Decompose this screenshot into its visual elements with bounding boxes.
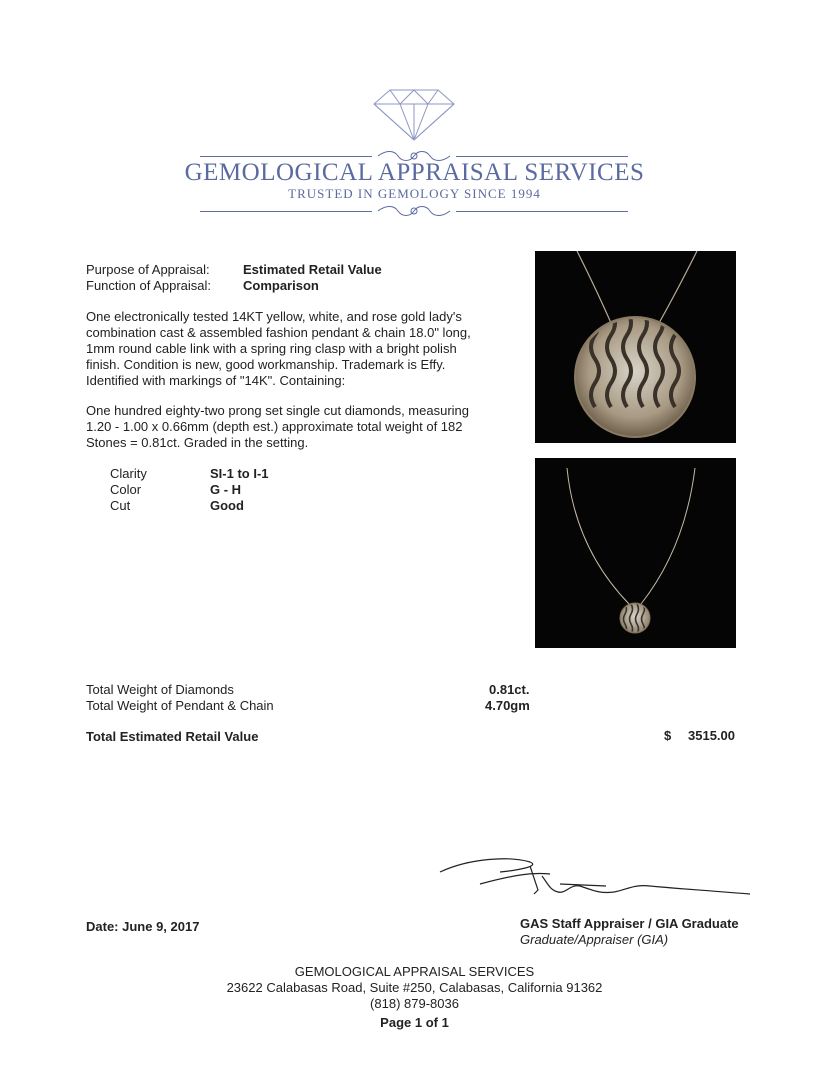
description-line: 1mm round cable link with a spring ring clasp with a bright polish (86, 341, 457, 356)
retail-currency: $ (664, 728, 672, 743)
description-line: combination cast & assembled fashion pendant & chain 18.0" long, (86, 325, 471, 340)
function-value: Comparison (243, 278, 319, 293)
company-tagline: TRUSTED IN GEMOLOGY SINCE 1994 (288, 186, 541, 201)
pendant-full-photo (535, 458, 736, 648)
pendant-weight-value: 4.70gm (485, 698, 530, 713)
purpose-label: Purpose of Appraisal: (86, 262, 210, 277)
diamond-weight-label: Total Weight of Diamonds (86, 682, 234, 697)
diamond-line: Stones = 0.81ct. Graded in the setting. (86, 435, 309, 450)
appraiser-title: GAS Staff Appraiser / GIA Graduate (520, 916, 739, 931)
grade-row-color (110, 482, 370, 498)
description-line: One electronically tested 14KT yellow, white, and rose gold lady's (86, 309, 462, 324)
description-line: Identified with markings of "14K". Containing: (86, 373, 346, 388)
grade-label: Color (110, 482, 142, 497)
purpose-value: Estimated Retail Value (243, 262, 382, 277)
grades-table (110, 466, 370, 514)
diamond-weight-value: 0.81ct. (489, 682, 530, 697)
grade-row-cut (110, 498, 370, 514)
diamond-description (86, 403, 506, 451)
appraiser-signature (430, 850, 760, 910)
company-title: GEMOLOGICAL APPRAISAL SERVICES (184, 159, 645, 186)
grade-row-clarity (110, 466, 370, 482)
diamond-line: 1.20 - 1.00 x 0.66mm (depth est.) approximate total weight of 182 (86, 419, 463, 434)
grade-value: G - H (210, 482, 242, 497)
footer-phone: (818) 879-8036 (370, 996, 459, 1011)
diamond-line: One hundred eighty-two prong set single cut diamonds, measuring (86, 403, 469, 418)
pendant-weight-label: Total Weight of Pendant & Chain (86, 698, 274, 713)
grade-value: Good (210, 498, 244, 513)
grade-label: Clarity (110, 466, 147, 481)
retail-value: 3515.00 (688, 728, 735, 743)
page-number: Page 1 of 1 (380, 1015, 449, 1030)
footer-company: GEMOLOGICAL APPRAISAL SERVICES (294, 964, 535, 979)
grade-value: SI-1 to I-1 (210, 466, 269, 481)
footer-address: 23622 Calabasas Road, Suite #250, Calabasas, California 91362 (226, 980, 603, 995)
appraiser-subtitle: Graduate/Appraiser (GIA) (520, 932, 669, 947)
logo-scroll-bottom (200, 204, 628, 218)
retail-value-label: Total Estimated Retail Value (86, 729, 259, 744)
item-description (86, 309, 506, 389)
diamond-icon (372, 88, 456, 142)
grade-label: Cut (110, 498, 131, 513)
function-label: Function of Appraisal: (86, 278, 212, 293)
pendant-closeup-photo (535, 251, 736, 443)
description-line: finish. Condition is new, good workmanship. Trademark is Effy. (86, 357, 446, 372)
appraisal-date: Date: June 9, 2017 (86, 919, 200, 934)
